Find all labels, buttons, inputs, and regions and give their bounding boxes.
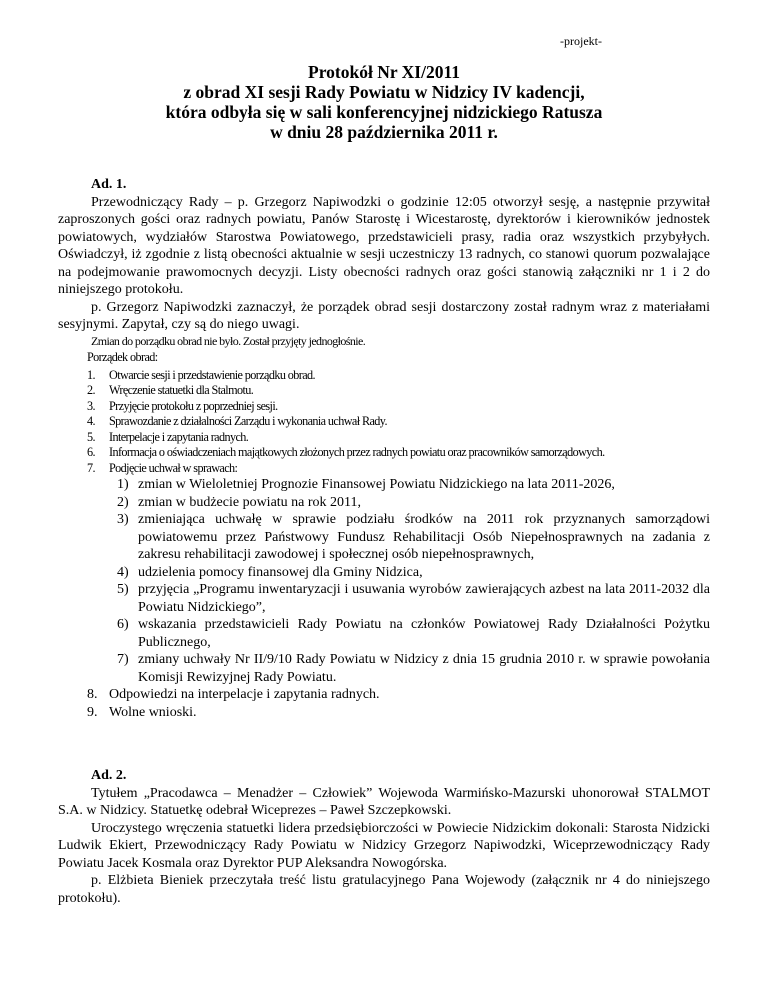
section-heading: Ad. 2.: [91, 768, 127, 783]
item-text: zmian w budżecie powiatu na rok 2011,: [138, 494, 362, 510]
list-item: [87, 704, 710, 722]
item-text: Wręczenie statuetki dla Stalmotu.: [109, 383, 254, 397]
list-item: [87, 414, 710, 430]
item-number: 9.: [87, 704, 98, 720]
item-number: 1): [117, 477, 129, 492]
item-text: zmieniająca uchwałę w sprawie podziału środków na 2011 rok przyznanych samorządowi powiatowemu przez Państwowy Fundusz Rehabilitacji Osób Niepełnosprawnych na zadania z zakresu rehabilitacji zawodowej i społecznej osób niepełnosprawnych,: [138, 512, 710, 562]
list-item: [117, 511, 710, 564]
list-item: [87, 445, 710, 461]
agenda-label: Porządek obrad:: [87, 350, 158, 364]
item-text: Interpelacje i zapytania radnych.: [109, 429, 249, 444]
item-text: zmiany uchwały Nr II/9/10 Rady Powiatu w Nidzicy z dnia 15 grudnia 2010 r. w sprawie powołania Komisji Rewizyjnej Rady Powiatu.: [138, 652, 710, 685]
paragraph: Przewodniczący Rady – p. Grzegorz Napiwodzki o godzinie 12:05 otworzył sesję, a następnie przywitał zaproszonych gości oraz radnych powiatu, Panów Starostę i Wicestarostę, dyrektorów i kierowników jednostek powiatowych, wydziałów Starostwa Powiatowego, przedstawicieli prasy, radia oraz wszystkich przybyłych. Oświadczył, iż zgodnie z listą obecności aktualnie w sesji uczestniczy 13 radnych, co stanowi quorum pozwalające na podejmowanie prawomocnych decyzji. Listy obecności radnych oraz gości stanowią załączniki nr 1 i 2 do niniejszego protokołu.: [58, 194, 710, 297]
title-line: w dniu 28 października 2011 r.: [270, 122, 498, 142]
list-item: [87, 368, 710, 384]
agenda: [87, 350, 710, 721]
item-number: 5): [117, 582, 129, 597]
item-number: 5.: [87, 429, 95, 444]
item-number: 1.: [87, 367, 95, 382]
section-ad1: [58, 176, 710, 349]
list-item: [117, 581, 710, 616]
item-text: Przyjęcie protokołu z poprzedniej sesji.: [109, 398, 278, 413]
list-item: [117, 651, 710, 686]
item-text: zmian w Wieloletniej Prognozie Finansowej Powiatu Nidzickiego na lata 2011-2026,: [138, 477, 615, 492]
title-line: z obrad XI sesji Rady Powiatu w Nidzicy IV kadencji,: [183, 82, 585, 102]
list-item: [117, 616, 710, 651]
item-text: Sprawozdanie z działalności Zarządu i wykonania uchwał Rady.: [109, 414, 387, 428]
item-number: 4): [117, 564, 129, 580]
paragraph: p. Elżbieta Bieniek przeczytała treść listu gratulacyjnego Pana Wojewody (załącznik nr 4 do niniejszego protokołu).: [58, 873, 710, 906]
item-number: 6.: [87, 445, 95, 459]
item-text: Informacja o oświadczeniach majątkowych złożonych przez radnych powiatu oraz pracowników samorządowych.: [109, 445, 605, 459]
item-text: udzielenia pomocy finansowej dla Gminy Nidzica,: [138, 564, 423, 580]
item-text: Podjęcie uchwał w sprawach:: [109, 460, 238, 475]
list-item: [117, 564, 710, 582]
item-text: Otwarcie sesji i przedstawienie porządku obrad.: [109, 367, 315, 382]
item-text: Wolne wnioski.: [109, 704, 197, 720]
paragraph: Zmian do porządku obrad nie było. Został przyjęty jednogłośnie.: [91, 333, 366, 348]
agenda-tail-list: [87, 686, 710, 721]
protocol-title: [0, 62, 768, 142]
section-heading: Ad. 1.: [91, 177, 127, 192]
list-item: [87, 383, 710, 399]
agenda-list: [87, 368, 710, 477]
item-number: 4.: [87, 414, 95, 428]
list-item: [87, 430, 710, 446]
item-number: 2.: [87, 383, 95, 397]
list-item: [117, 494, 710, 512]
item-number: 7.: [87, 460, 95, 475]
item-text: przyjęcia „Programu inwentaryzacji i usuwania wyrobów zawierających azbest na lata 2011-2032 dla Powiatu Nidzickiego”,: [138, 582, 710, 615]
title-line: Protokół Nr XI/2011: [308, 62, 460, 82]
item-number: 2): [117, 494, 129, 510]
item-number: 3): [117, 512, 129, 527]
paragraph: p. Grzegorz Napiwodzki zaznaczył, że porządek obrad sesji dostarczony został radnym wraz z materiałami sesyjnymi. Zapytał, czy są do niego uwagi.: [58, 299, 710, 332]
list-item: [87, 461, 710, 477]
item-number: 8.: [87, 687, 98, 702]
list-item: [87, 399, 710, 415]
item-number: 7): [117, 652, 129, 667]
agenda-sublist: [87, 476, 710, 686]
paragraph: Tytułem „Pracodawca – Menadżer – Człowiek” Wojewoda Warmińsko-Mazurski uhonorował STALMOT S.A. w Nidzicy. Statuetkę odebrał Wiceprezes – Paweł Szczepkowski.: [58, 785, 710, 818]
item-number: 3.: [87, 398, 95, 413]
item-text: Odpowiedzi na interpelacje i zapytania radnych.: [109, 687, 380, 702]
item-text: wskazania przedstawicieli Rady Powiatu na członków Powiatowej Rady Działalności Pożytku Publicznego,: [138, 617, 710, 650]
list-item: [117, 476, 710, 494]
list-item: [87, 686, 710, 704]
section-ad2: [58, 767, 710, 907]
item-number: 6): [117, 617, 129, 632]
paragraph: Uroczystego wręczenia statuetki lidera przedsiębiorczości w Powiecie Nidzickim dokonali: Starosta Nidzicki Ludwik Ekiert, Przewodniczący Rady Powiatu w Nidzicy Grzegorz Napiwodzki, Wiceprzewodniczący Rady Powiatu Jacek Kosmala oraz Dyrektor PUP Aleksandra Nowogórska.: [58, 820, 710, 871]
draft-mark: -projekt-: [560, 34, 602, 48]
title-line: która odbyła się w sali konferencyjnej nidzickiego Ratusza: [165, 102, 603, 122]
